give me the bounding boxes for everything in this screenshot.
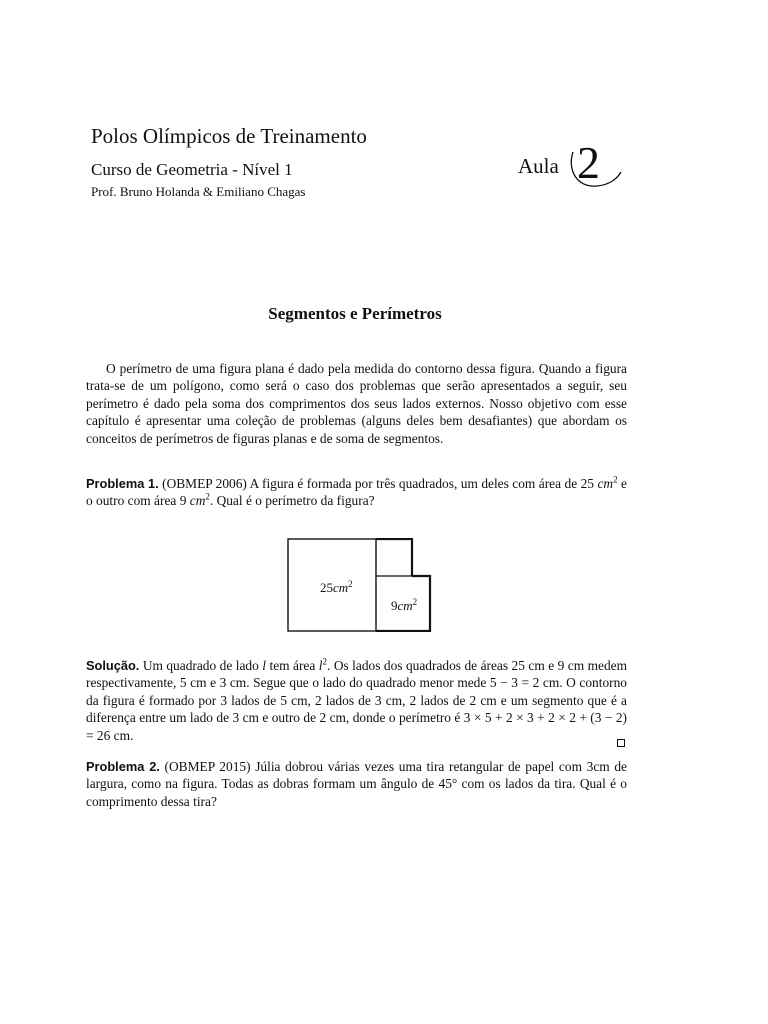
header-title: Polos Olímpicos de Treinamento xyxy=(91,124,367,148)
aula-label: Aula xyxy=(518,154,559,178)
unit-exponent: 2 xyxy=(613,474,618,485)
medium-square-label: $9cm^2$ xyxy=(391,597,418,613)
var-l: l xyxy=(318,658,323,673)
authors: Prof. Bruno Holanda & Emiliano Chagas xyxy=(91,184,306,199)
unit-cm: cm xyxy=(597,476,614,491)
aula-number-badge xyxy=(567,128,627,192)
problem-1-label: Problema 1. xyxy=(86,476,159,491)
problem-2-label: Problema 2. xyxy=(86,759,160,774)
big-square-label: $25cm^2$ xyxy=(320,579,353,595)
small-square xyxy=(376,539,412,576)
problem-1 xyxy=(86,475,627,510)
problem-1-text-c: . Qual é o perímetro da figura? xyxy=(209,493,375,509)
solution-text-a: Um quadrado de lado xyxy=(142,658,259,673)
unit-cm: cm xyxy=(189,493,206,509)
unit-exponent: 2 xyxy=(205,491,210,502)
solution-label: Solução. xyxy=(86,658,140,673)
intro-paragraph: O perímetro de uma figura plana é dado pela medida do contorno dessa figura. Quando a figura trata-se de um polígono, como será o caso dos problemas que serão apresentados a seguir, seu perímetro é dado pela soma dos comprimentos dos seus lados externos. Nosso objetivo com esse capítulo é apresentar uma coleção de problemas (alguns deles bem desafiantes) que abordam os conceitos de perímetros de figuras planas e de soma de segmentos. xyxy=(86,361,627,446)
section-title: Segmentos e Perímetros xyxy=(268,304,442,323)
var-l: l xyxy=(262,658,267,673)
squares-figure xyxy=(287,538,433,632)
course-name: Curso de Geometria - Nível 1 xyxy=(91,160,293,179)
exponent: 2 xyxy=(322,656,328,667)
solution xyxy=(86,657,627,744)
aula-number: 2 xyxy=(577,137,600,188)
solution-text-b: tem área xyxy=(269,658,316,673)
qed-square-icon xyxy=(617,739,625,747)
problem-1-text-a: (OBMEP 2006) A figura é formada por três quadrados, um deles com área de 25 xyxy=(162,476,594,491)
solution-text-c: . Os lados dos quadrados de áreas 25 cm e 9 cm medem respectivamente, 5 cm e 3 cm. Segue que o lado do quadrado menor mede 5 − 3 = 2 cm. O contorno da figura é formado por 3 lados de 5 cm, 2 lados de 3 cm, 2 lados de 2 cm e um segmento que é a diferença entre um lado de 3 cm e outro de 2 cm, donde o perímetro é 3 × 5 + 2 × 3 + 2 × 2 + (3 − 2) = 26 cm. xyxy=(86,658,627,743)
problem-2-text: (OBMEP 2015) Júlia dobrou várias vezes uma tira retangular de papel com 3cm de largura, como na figura. Todas as dobras formam um ângulo de 45° com os lados da tira. Qual é o comprimento dessa tira? xyxy=(86,759,627,809)
problem-1-text-b: e o outro com área 9 xyxy=(86,476,627,509)
problem-2 xyxy=(86,758,627,810)
